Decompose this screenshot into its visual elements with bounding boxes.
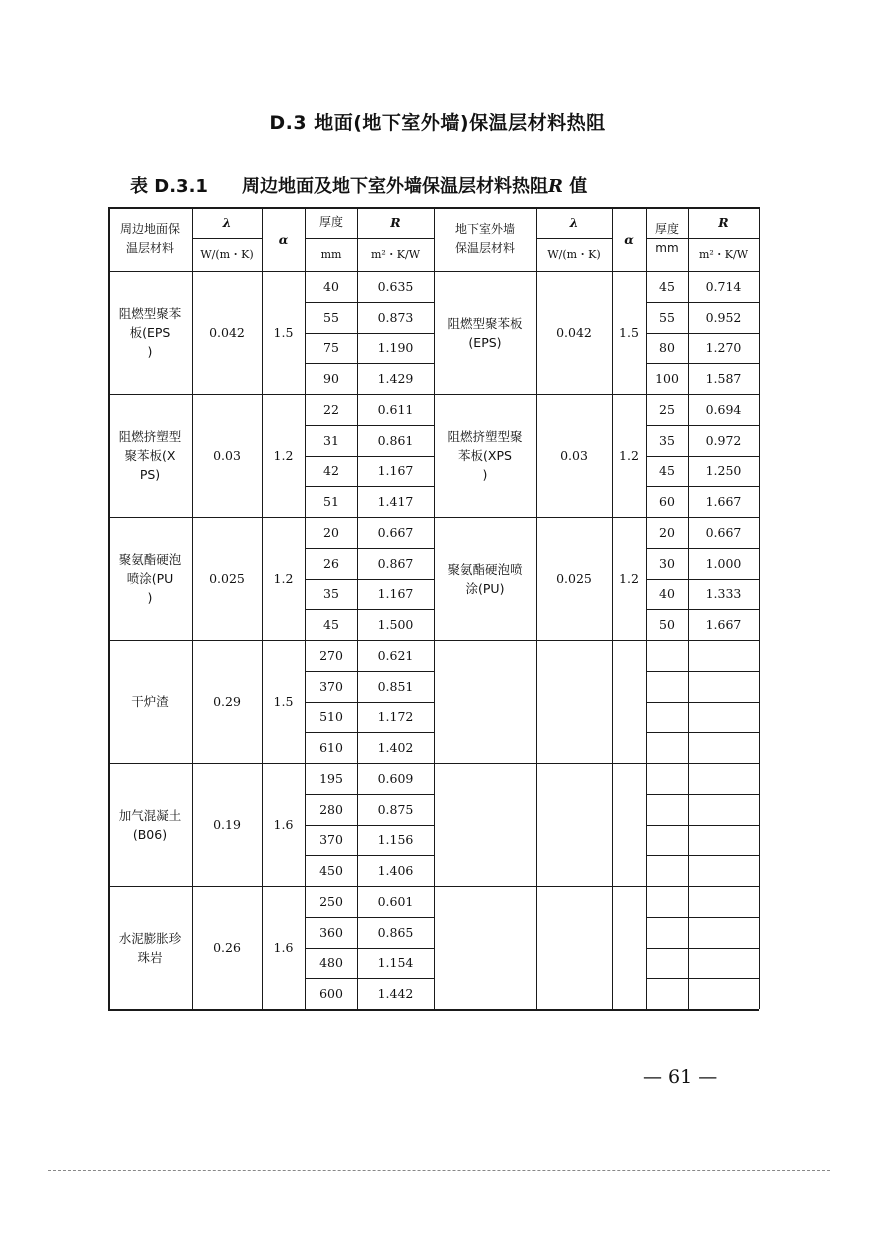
resistance-value: 1.270 (705, 340, 742, 356)
resistance-value: 1.500 (377, 617, 414, 633)
alpha-value: 1.2 (619, 571, 639, 586)
thickness-value: 55 (659, 309, 675, 325)
material-name: 聚氨酯硬泡 喷涂(PU ) (118, 552, 182, 605)
header-thickness: 厚度 (318, 215, 343, 229)
table-caption-title (242, 172, 587, 198)
header-resistance-unit: m²・K/W (370, 248, 421, 261)
alpha-value: 1.2 (619, 448, 639, 463)
resistance-value: 1.000 (705, 555, 742, 571)
lambda-value: 0.29 (213, 694, 241, 709)
resistance-value: 1.402 (377, 740, 414, 756)
thickness-value: 20 (659, 524, 675, 540)
material-name: 加气混凝土 (B06) (118, 807, 182, 842)
resistance-value: 0.667 (377, 524, 414, 540)
thickness-value: 610 (319, 740, 343, 756)
resistance-value: 0.865 (377, 924, 414, 940)
lambda-value: 0.03 (213, 448, 241, 463)
lambda-value: 0.19 (213, 817, 241, 832)
header-lambda: λ (222, 215, 232, 230)
header-left-material: 周边地面保 温层材料 (119, 222, 180, 255)
alpha-value: 1.2 (273, 448, 294, 463)
bottom-rule (48, 1170, 830, 1171)
thickness-value: 22 (323, 401, 339, 417)
thickness-value: 35 (323, 586, 339, 602)
header-thickness: 厚度 mm (654, 222, 679, 255)
row-divider (646, 855, 759, 856)
thickness-value: 370 (319, 678, 343, 694)
alpha-value: 1.6 (273, 817, 294, 832)
header-alpha: α (278, 231, 289, 247)
thickness-value: 250 (319, 893, 343, 909)
lambda-value: 0.025 (209, 571, 245, 586)
thickness-value: 600 (319, 986, 343, 1002)
resistance-value: 1.154 (377, 955, 414, 971)
resistance-value: 0.609 (377, 770, 414, 786)
row-divider (646, 978, 759, 979)
thickness-value: 55 (323, 309, 339, 325)
group-divider (434, 1009, 759, 1010)
resistance-value: 1.250 (705, 463, 742, 479)
resistance-value: 0.873 (377, 309, 414, 325)
alpha-value: 1.6 (273, 940, 294, 955)
table-caption-label: 表 D.3.1 (130, 176, 208, 197)
table-caption-suffix: 值 (569, 176, 588, 197)
resistance-value: 1.587 (705, 371, 742, 387)
thickness-value: 195 (319, 770, 343, 786)
table-caption-title-text: 周边地面及地下室外墙保温层材料热阻 (242, 176, 548, 197)
header-lambda-unit: W/(m・K) (547, 248, 601, 261)
thickness-value: 45 (323, 617, 339, 633)
resistance-value: 0.875 (377, 801, 414, 817)
material-name: 聚氨酯硬泡喷 涂(PU) (447, 561, 523, 596)
thickness-value: 51 (323, 494, 339, 510)
header-resistance: R (390, 215, 401, 230)
resistance-value: 1.167 (377, 463, 414, 479)
row-divider (646, 732, 759, 733)
row-divider (646, 702, 759, 703)
thickness-value: 75 (323, 340, 339, 356)
resistance-value: 0.694 (705, 401, 742, 417)
row-divider (646, 917, 759, 918)
thickness-value: 26 (323, 555, 339, 571)
lambda-value: 0.025 (556, 571, 592, 586)
resistance-value: 0.867 (377, 555, 414, 571)
page-number: — 61 — (643, 1066, 718, 1088)
table-caption-symbol: R (548, 176, 563, 197)
header-thickness-unit: mm (320, 248, 342, 261)
thickness-value: 280 (319, 801, 343, 817)
alpha-value: 1.5 (273, 325, 294, 340)
thickness-value: 30 (659, 555, 675, 571)
resistance-value: 0.972 (705, 432, 742, 448)
thickness-value: 270 (319, 647, 343, 663)
resistance-value: 0.714 (705, 278, 742, 294)
resistance-value: 1.429 (377, 371, 414, 387)
resistance-value: 1.172 (377, 709, 414, 725)
section-title: D.3 地面(地下室外墙)保温层材料热阻 (269, 112, 606, 134)
resistance-value: 1.667 (705, 617, 742, 633)
thickness-value: 45 (659, 463, 675, 479)
material-name: 阻燃型聚苯 板(EPS ) (118, 306, 182, 359)
group-divider (434, 640, 759, 641)
material-name: 水泥膨胀珍 珠岩 (118, 930, 182, 965)
lambda-value: 0.042 (209, 325, 245, 340)
resistance-value: 0.635 (377, 278, 414, 294)
thickness-value: 480 (319, 955, 343, 971)
thickness-value: 60 (659, 494, 675, 510)
resistance-value: 1.167 (377, 586, 414, 602)
thickness-value: 50 (659, 617, 675, 633)
resistance-value: 1.333 (705, 586, 742, 602)
resistance-value: 1.417 (377, 494, 414, 510)
thickness-value: 100 (655, 371, 679, 387)
table-bottom-border (108, 1009, 759, 1011)
lambda-value: 0.042 (556, 325, 592, 340)
resistance-value: 1.406 (377, 863, 414, 879)
alpha-value: 1.5 (273, 694, 294, 709)
resistance-value: 1.190 (377, 340, 414, 356)
header-lambda-unit: W/(m・K) (200, 248, 254, 261)
resistance-value: 0.667 (705, 524, 742, 540)
resistance-value: 1.442 (377, 986, 414, 1002)
thickness-value: 31 (323, 432, 339, 448)
thickness-value: 25 (659, 401, 675, 417)
resistance-value: 0.952 (705, 309, 742, 325)
thickness-value: 35 (659, 432, 675, 448)
header-resistance: R (718, 215, 729, 230)
thickness-value: 450 (319, 863, 343, 879)
header-alpha: α (624, 231, 634, 247)
alpha-value: 1.2 (273, 571, 294, 586)
row-divider (646, 671, 759, 672)
resistance-value: 1.156 (377, 832, 414, 848)
material-name: 阻燃型聚苯板 (EPS) (447, 315, 523, 350)
header-resistance-unit: m²・K/W (698, 248, 749, 261)
row-divider (646, 825, 759, 826)
row-divider (646, 794, 759, 795)
table-caption (130, 172, 690, 198)
thickness-value: 370 (319, 832, 343, 848)
group-divider (434, 886, 759, 887)
resistance-value: 0.621 (377, 647, 414, 663)
material-name: 干炉渣 (131, 694, 169, 709)
table-right-border (759, 207, 760, 1009)
header-lambda: λ (569, 215, 579, 230)
header-right-material: 地下室外墙 保温层材料 (454, 222, 515, 255)
thickness-value: 360 (319, 924, 343, 940)
lambda-value: 0.26 (213, 940, 241, 955)
thickness-value: 42 (323, 463, 339, 479)
thickness-value: 20 (323, 524, 339, 540)
resistance-value: 0.861 (377, 432, 414, 448)
resistance-value: 0.611 (377, 401, 414, 417)
thickness-value: 45 (659, 278, 675, 294)
group-divider (108, 1009, 434, 1010)
material-name: 阻燃挤塑型 聚苯板(X PS) (118, 429, 182, 482)
resistance-value: 1.667 (705, 494, 742, 510)
thickness-value: 510 (319, 709, 343, 725)
thickness-value: 90 (323, 371, 339, 387)
row-divider (646, 948, 759, 949)
group-divider (434, 763, 759, 764)
alpha-value: 1.5 (619, 325, 639, 340)
thickness-value: 40 (323, 278, 339, 294)
resistance-value: 0.851 (377, 678, 414, 694)
thickness-value: 40 (659, 586, 675, 602)
lambda-value: 0.03 (560, 448, 588, 463)
material-name: 阻燃挤塑型聚 苯板(XPS ) (447, 429, 523, 482)
resistance-value: 0.601 (377, 893, 414, 909)
thickness-value: 80 (659, 340, 675, 356)
